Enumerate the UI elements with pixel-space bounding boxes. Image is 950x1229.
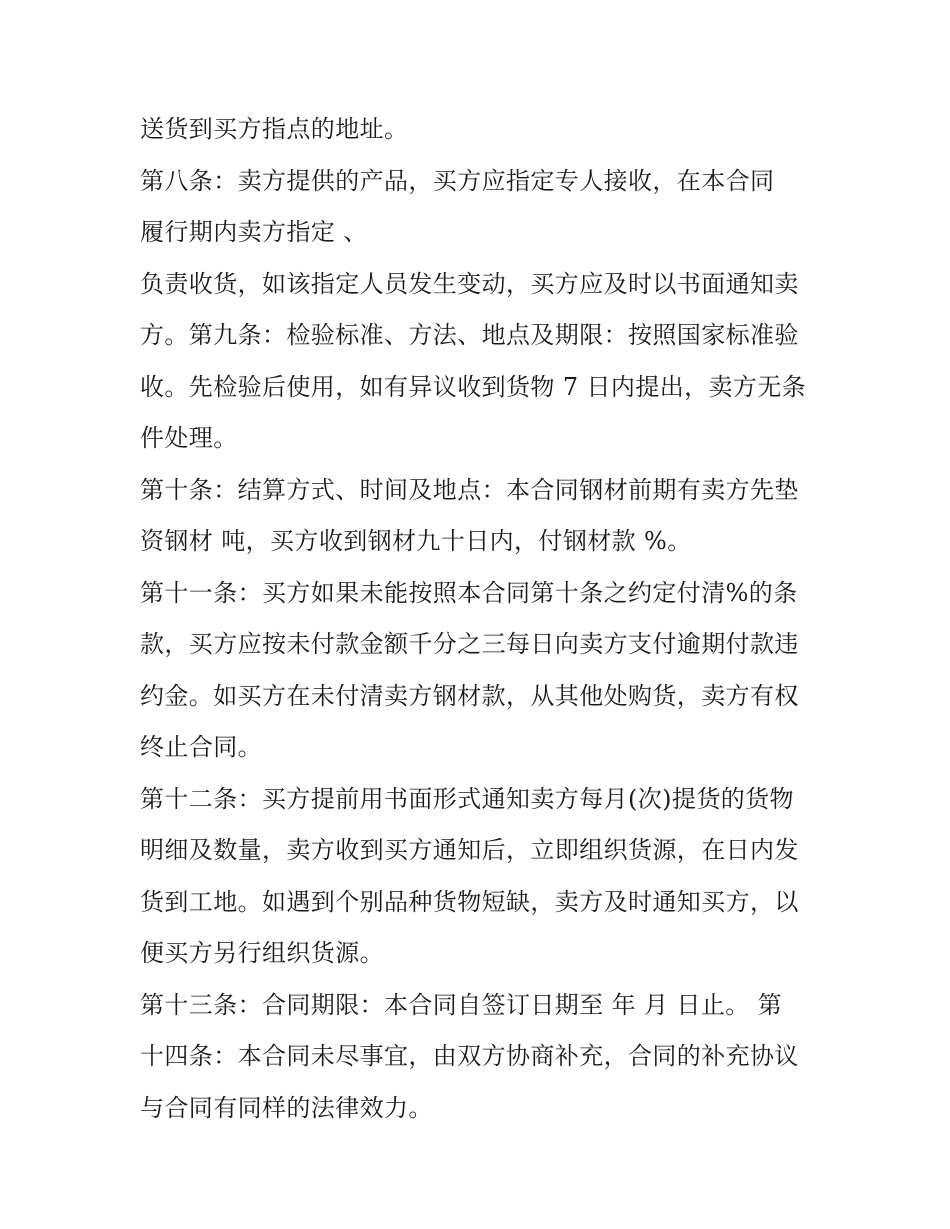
text-line: 约金。如买方在未付清卖方钢材款，从其他处购货，卖方有权 bbox=[140, 681, 799, 710]
text-line: 第十一条：买方如果未能按照本合同第十条之约定付清%的条 bbox=[140, 578, 798, 607]
text-line: 终止合同。 bbox=[140, 733, 262, 761]
text-line: 第十二条：买方提前用书面形式通知卖方每月(次)提货的货物 bbox=[140, 784, 794, 813]
text-line: 第十条：结算方式、时间及地点：本合同钢材前期有卖方先垫 bbox=[140, 475, 799, 504]
contract-body bbox=[140, 104, 830, 1134]
text-line: 货到工地。如遇到个别品种货物短缺，卖方及时通知买方，以 bbox=[140, 887, 799, 916]
text-line: 与合同有同样的法律效力。 bbox=[140, 1093, 433, 1122]
text-line: 件处理。 bbox=[140, 424, 238, 452]
text-line: 第八条：卖方提供的产品，买方应指定专人接收，在本合同 bbox=[140, 166, 775, 195]
text-line: 履行期内卖方指定 、 bbox=[140, 218, 368, 246]
text-line: 资钢材 吨，买方收到钢材九十日内，付钢材款 %。 bbox=[140, 527, 692, 555]
text-line: 十四条：本合同未尽事宜，由双方协商补充，合同的补充协议 bbox=[140, 1042, 799, 1070]
text-line: 便买方另行组织货源。 bbox=[140, 939, 384, 967]
text-line: 明细及数量，卖方收到买方通知后，立即组织货源，在日内发 bbox=[140, 836, 799, 864]
text-line: 第十三条：合同期限：本合同自签订日期至 年 月 日止。 第 bbox=[140, 990, 783, 1019]
text-line: 款，买方应按未付款金额千分之三每日向卖方支付逾期付款违 bbox=[140, 630, 799, 658]
text-line: 送货到买方指点的地址。 bbox=[140, 115, 409, 143]
text-line: 方。第九条：检验标准、方法、地点及期限：按照国家标准验 bbox=[140, 321, 799, 349]
text-line: 负责收货，如该指定人员发生变动，买方应及时以书面通知卖 bbox=[140, 269, 799, 298]
text-line: 收。先检验后使用，如有异议收到货物 7 日内提出，卖方无条 bbox=[140, 372, 807, 401]
